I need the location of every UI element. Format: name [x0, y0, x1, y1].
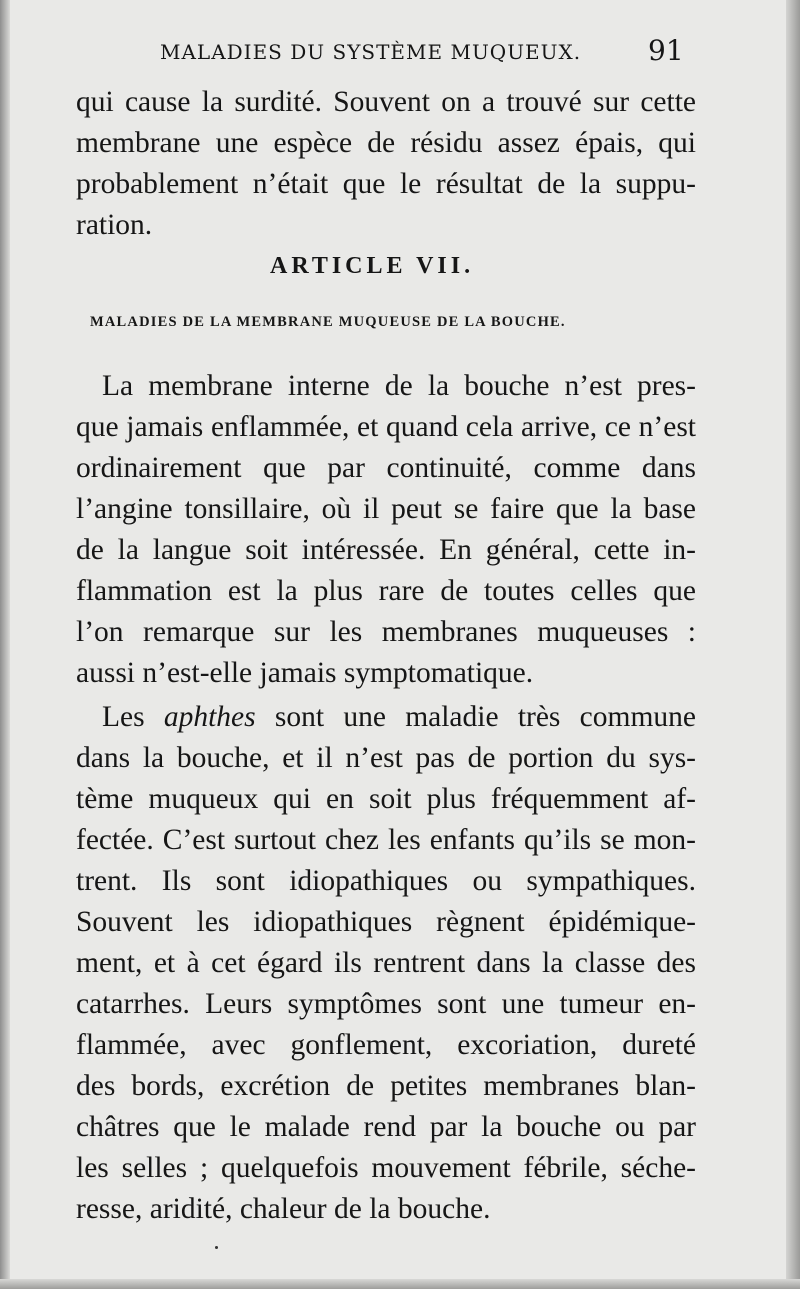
article-title: ARTICLE VII. [270, 253, 475, 279]
paragraph-2-line: châtres que le malade rend par la bouche ou par [76, 1111, 696, 1143]
paragraph-2-line: Souvent les idiopathiques règnent épidémique- [76, 906, 696, 938]
paragraph-2-line: trent. Ils sont idiopathiques ou sympathiques. [76, 865, 696, 897]
continuation-line: probablement n’était que le résultat de la suppu- [76, 168, 696, 200]
paragraph-2-line: flammée, avec gonflement, excoriation, dureté [76, 1029, 696, 1061]
paragraph-1-line: aussi n’est-elle jamais symptomatique. [76, 657, 534, 689]
paragraph-2-first-line [102, 697, 696, 737]
page-left-edge-shadow [0, 0, 10, 1289]
page-right-edge-shadow [786, 0, 800, 1289]
paragraph-2-line: fectée. C’est surtout chez les enfants qu’ils se mon- [76, 824, 696, 856]
paragraph-1-line: que jamais enflammée, et quand cela arrive, ce n’est [76, 411, 696, 443]
page-number: 91 [648, 34, 684, 67]
paragraph-2-line: des bords, excrétion de petites membranes blan- [76, 1070, 696, 1102]
continuation-line: ration. [76, 209, 153, 241]
running-title: MALADIES DU SYSTÈME MUQUEUX. [160, 40, 582, 64]
continuation-line: membrane une espèce de résidu assez épais, qui [76, 127, 696, 159]
paragraph-2-line: tème muqueux qui en soit plus fréquemment af- [76, 783, 696, 815]
paragraph-1-line: l’on remarque sur les membranes muqueuses : [76, 616, 696, 648]
italic-term-aphthes: aphthes [163, 701, 256, 733]
paragraph-2-line: les selles ; quelquefois mouvement fébrile, séche- [76, 1152, 696, 1184]
continuation-line: qui cause la surdité. Souvent on a trouvé sur cette [76, 86, 696, 118]
paragraph-1-line: La membrane interne de la bouche n’est pres- [102, 370, 696, 402]
paragraph-1-line: ordinairement que par continuité, comme dans [76, 452, 696, 484]
paragraph-2-start: Les [102, 701, 164, 733]
paragraph-2-first-line-end: sont une maladie très commune [255, 701, 697, 733]
section-heading: MALADIES DE LA MEMBRANE MUQUEUSE DE LA BOUCHE. [90, 314, 566, 330]
paragraph-1-line: flammation est la plus rare de toutes celles que [76, 575, 696, 607]
paragraph-2-line: ment, et à cet égard ils rentrent dans la classe des [76, 947, 696, 979]
paragraph-1-line: l’angine tonsillaire, où il peut se faire que la base [76, 493, 696, 525]
paragraph-1-line: de la langue soit intéressée. En général, cette in- [76, 534, 696, 566]
paragraph-2-line: catarrhes. Leurs symptômes sont une tumeur en- [76, 988, 696, 1020]
page-bottom-edge-shadow [0, 1279, 800, 1289]
paragraph-2-line: dans la bouche, et il n’est pas de portion du sys- [76, 742, 696, 774]
paragraph-2-line: resse, aridité, chaleur de la bouche. [76, 1193, 491, 1225]
printing-speck [215, 1246, 218, 1249]
